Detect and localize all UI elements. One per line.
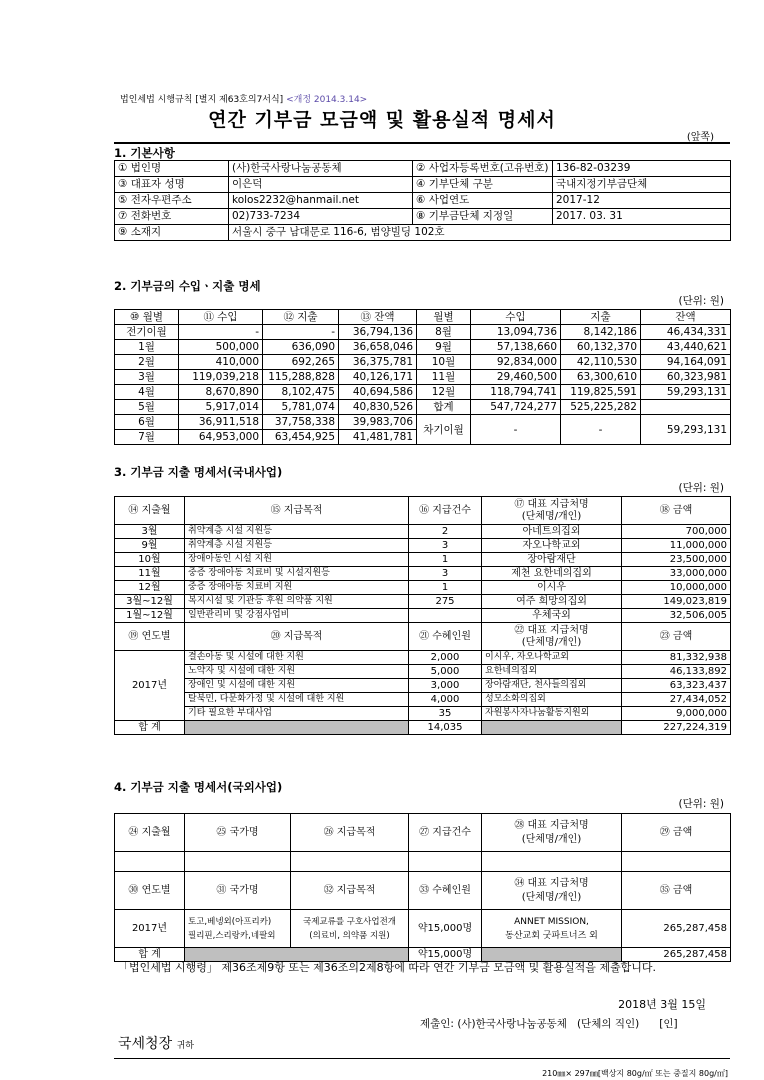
- table-cell: 37,758,338: [263, 415, 339, 430]
- section4-title: 4. 기부금 지출 명세서(국외사업): [114, 780, 283, 794]
- payee-cell-line2: 동산교회 굿파트너즈 외: [505, 930, 598, 941]
- purpose-cell: 기타 필요한 부대사업: [185, 707, 409, 721]
- domestic-expense-table: [114, 496, 731, 735]
- column-header: ㉕ 국가명: [185, 814, 291, 852]
- column-header: ㉗ 지급건수: [409, 814, 482, 852]
- table-cell: 36,911,518: [179, 415, 263, 430]
- expense-row: [115, 665, 731, 679]
- amount-cell: 81,332,938: [622, 651, 731, 665]
- amount-cell: 9,000,000: [622, 707, 731, 721]
- basic-info-row: [115, 209, 731, 225]
- payee-cell: 요한네의집외: [482, 665, 622, 679]
- payee-header: [482, 872, 622, 910]
- top-rule: [114, 142, 730, 144]
- month-cell: 9월: [115, 539, 185, 553]
- table-cell: 36,658,046: [339, 340, 417, 355]
- amount-cell: 700,000: [622, 525, 731, 539]
- table-cell: 6월: [115, 415, 179, 430]
- purpose-cell-line1: 국제교류를 구호사업전개: [302, 916, 397, 927]
- section2-title: [114, 278, 730, 294]
- table-cell: 29,460,500: [471, 370, 561, 385]
- month-row: [115, 340, 731, 355]
- table-cell: 40,830,526: [339, 400, 417, 415]
- purpose-cell: 노약자 및 시설에 대한 지원: [185, 665, 409, 679]
- empty-row: [115, 852, 731, 872]
- empty-cell: [291, 852, 409, 872]
- column-header: ⑭ 지출월: [115, 497, 185, 525]
- people-cell: 3,000: [409, 679, 482, 693]
- addressee-name: 국세청장: [118, 1036, 173, 1052]
- income-expense-table: [114, 309, 731, 445]
- payee-header: [482, 623, 622, 651]
- field-value: 이은덕: [229, 177, 413, 193]
- table-cell: 57,138,660: [471, 340, 561, 355]
- people-cell: 35: [409, 707, 482, 721]
- basic-info-table: [114, 160, 731, 241]
- section3-unit: (단위: 원): [678, 482, 724, 494]
- field-value: 136-82-03239: [553, 161, 731, 177]
- table-cell: 92,834,000: [471, 355, 561, 370]
- table-cell: 410,000: [179, 355, 263, 370]
- table-cell: 4월: [115, 385, 179, 400]
- count-cell: 1: [409, 581, 482, 595]
- amount-cell: 33,000,000: [622, 567, 731, 581]
- payee-header: [482, 814, 622, 852]
- purpose-cell: 장애인 및 시설에 대한 지원: [185, 679, 409, 693]
- table-cell: 합계: [417, 400, 471, 415]
- payee-cell: 장아람재단, 천사들의집외: [482, 679, 622, 693]
- header-row: [115, 623, 731, 651]
- overseas-expense-table: [114, 813, 731, 962]
- country-cell-line2: 필리핀,스리랑카,네팔외: [188, 930, 276, 941]
- table-cell: 64,953,000: [179, 430, 263, 445]
- payee-header-line1: ㉘ 대표 지급처명: [514, 819, 589, 831]
- field-value: 02)733-7234: [229, 209, 413, 225]
- purpose-cell: 중증 장애아동 치료비 지원: [185, 581, 409, 595]
- payee-header-line2: (단체명/개인): [521, 833, 582, 845]
- basic-info-row: [115, 161, 731, 177]
- column-header: 수입: [471, 310, 561, 325]
- field-value: 2017-12: [553, 193, 731, 209]
- column-header: ⑬ 잔액: [339, 310, 417, 325]
- header-row: [115, 497, 731, 525]
- submitter-line: [420, 1016, 678, 1031]
- amount-cell: 11,000,000: [622, 539, 731, 553]
- empty-cell: [409, 852, 482, 872]
- amount-cell: 32,506,005: [622, 609, 731, 623]
- table-cell: 41,481,781: [339, 430, 417, 445]
- month-cell: 3월: [115, 525, 185, 539]
- column-header: ㉚ 연도별: [115, 872, 185, 910]
- table-cell: 2월: [115, 355, 179, 370]
- table-cell: 636,090: [263, 340, 339, 355]
- column-header: ㉓ 금액: [622, 623, 731, 651]
- header-row: [115, 872, 731, 910]
- carry-income: -: [471, 415, 561, 445]
- total-people: 14,035: [409, 721, 482, 735]
- field-label: ⑨ 소재지: [115, 225, 229, 241]
- expense-row: [115, 693, 731, 707]
- month-cell: 12월: [115, 581, 185, 595]
- payee-header: [482, 497, 622, 525]
- field-label: ⑦ 전화번호: [115, 209, 229, 225]
- submitter-label: 제출인:: [420, 1018, 454, 1030]
- month-row: [115, 370, 731, 385]
- table-cell: 5,781,074: [263, 400, 339, 415]
- front-side-label: (앞쪽): [686, 132, 714, 143]
- people-cell: 4,000: [409, 693, 482, 707]
- purpose-cell: 취약계층 시설 지원등: [185, 525, 409, 539]
- table-cell: 59,293,131: [641, 385, 731, 400]
- payee-cell-line1: ANNET MISSION,: [514, 916, 589, 927]
- carry-expense: -: [561, 415, 641, 445]
- year-cell: 2017년: [115, 910, 185, 948]
- column-header: ㉛ 국가명: [185, 872, 291, 910]
- payee-cell: 자원봉사자나눔활동지원외: [482, 707, 622, 721]
- amount-cell: 23,500,000: [622, 553, 731, 567]
- basic-info-row: [115, 193, 731, 209]
- amount-cell: 265,287,458: [622, 910, 731, 948]
- empty-cell: [185, 852, 291, 872]
- count-cell: 3: [409, 567, 482, 581]
- expense-row: [115, 581, 731, 595]
- field-value: (사)한국사랑나눔공동체: [229, 161, 413, 177]
- table-cell: 119,825,591: [561, 385, 641, 400]
- count-cell: 2: [409, 525, 482, 539]
- field-label: ③ 대표자 성명: [115, 177, 229, 193]
- purpose-cell: 장애아동인 시설 지원: [185, 553, 409, 567]
- table-cell: 692,265: [263, 355, 339, 370]
- month-row: [115, 415, 731, 430]
- amount-cell: 46,133,892: [622, 665, 731, 679]
- field-label: ① 법인명: [115, 161, 229, 177]
- table-cell: 8월: [417, 325, 471, 340]
- column-header: ㉝ 수혜인원: [409, 872, 482, 910]
- year-cell: 2017년: [115, 651, 185, 721]
- month-cell: 10월: [115, 553, 185, 567]
- payee-cell: 성모소화의집외: [482, 693, 622, 707]
- table-cell: 119,039,218: [179, 370, 263, 385]
- payee-header-line2: (단체명/개인): [521, 510, 582, 522]
- payee-cell: 장아람재단: [482, 553, 622, 567]
- count-cell: 3: [409, 539, 482, 553]
- total-label: 합 계: [115, 948, 185, 962]
- payee-cell: 이시우: [482, 581, 622, 595]
- header-row: [115, 310, 731, 325]
- table-cell: 43,440,621: [641, 340, 731, 355]
- table-cell: 10월: [417, 355, 471, 370]
- addressee: [118, 1033, 194, 1053]
- address-value: 서울시 중구 남대문로 116-6, 범양빌딩 102호: [229, 225, 731, 241]
- table-cell: -: [263, 325, 339, 340]
- field-value: kolos2232@hanmail.net: [229, 193, 413, 209]
- column-header: ㉖ 지급목적: [291, 814, 409, 852]
- purpose-cell: 탈북민, 다문화가정 및 시설에 대한 지원: [185, 693, 409, 707]
- table-cell: 11월: [417, 370, 471, 385]
- payee-cell: 이시우, 자오나학교외: [482, 651, 622, 665]
- purpose-cell: 중증 장애아동 치료비 및 시설지원등: [185, 567, 409, 581]
- country-cell-line1: 토고,베넹외(아프리카): [188, 916, 272, 927]
- total-amount: 227,224,319: [622, 721, 731, 735]
- field-value: 2017. 03. 31: [553, 209, 731, 225]
- expense-row: [115, 679, 731, 693]
- amount-cell: 10,000,000: [622, 581, 731, 595]
- payee-header-line1: ㉞ 대표 지급처명: [514, 877, 589, 889]
- expense-row: [115, 609, 731, 623]
- revision-text: <개정 2014.3.14>: [286, 95, 368, 105]
- empty-cell: [115, 852, 185, 872]
- table-cell: 46,434,331: [641, 325, 731, 340]
- column-header: ⑮ 지급목적: [185, 497, 409, 525]
- field-label: ⑥ 사업연도: [413, 193, 553, 209]
- payee-cell: 여주 희망의집외: [482, 595, 622, 609]
- total-people: 약15,000명: [409, 948, 482, 962]
- empty-cell: [622, 852, 731, 872]
- column-header: ㉔ 지출월: [115, 814, 185, 852]
- column-header: ㉙ 금액: [622, 814, 731, 852]
- paper-spec: 210㎜× 297㎜[백상지 80g/㎡ 또는 중질지 80g/㎡]: [542, 1069, 728, 1078]
- amount-cell: 149,023,819: [622, 595, 731, 609]
- submission-date: 2018년 3월 15일: [618, 998, 706, 1011]
- column-header: ⑱ 금액: [622, 497, 731, 525]
- submitter-name: (사)한국사랑나눔공동체: [457, 1018, 567, 1030]
- law-ref-text: 법인세법 시행규칙 [별지 제63호의7서식]: [120, 95, 284, 105]
- section2-unit: (단위: 원): [678, 295, 724, 307]
- payee-header-line1: ⑰ 대표 지급처명: [514, 498, 589, 510]
- column-header: 잔액: [641, 310, 731, 325]
- table-cell: 3월: [115, 370, 179, 385]
- section4-unit: (단위: 원): [678, 798, 724, 810]
- table-cell: -: [179, 325, 263, 340]
- law-reference: [120, 92, 367, 105]
- column-header: ⑯ 지급건수: [409, 497, 482, 525]
- header-row: [115, 814, 731, 852]
- carry-balance: 59,293,131: [641, 415, 731, 445]
- column-header: ⑫ 지출: [263, 310, 339, 325]
- purpose-cell-line2: (의료비, 의약품 지원): [309, 930, 390, 941]
- expense-row: [115, 553, 731, 567]
- table-cell: 115,288,828: [263, 370, 339, 385]
- seal-mark: [인]: [659, 1018, 678, 1030]
- overseas-row: [115, 910, 731, 948]
- seal-note: (단체의 직인): [576, 1018, 640, 1030]
- table-cell: 5월: [115, 400, 179, 415]
- payee-cell: 우체국외: [482, 609, 622, 623]
- column-header: 월별: [417, 310, 471, 325]
- table-cell: 60,323,981: [641, 370, 731, 385]
- purpose-cell: 취약계층 시설 지원등: [185, 539, 409, 553]
- people-cell: 5,000: [409, 665, 482, 679]
- expense-row: [115, 525, 731, 539]
- table-cell: 5,917,014: [179, 400, 263, 415]
- month-row: [115, 355, 731, 370]
- amount-cell: 27,434,052: [622, 693, 731, 707]
- table-cell: 40,126,171: [339, 370, 417, 385]
- column-header: 지출: [561, 310, 641, 325]
- shaded-cell: [185, 721, 409, 735]
- field-value: 국내지정기부금단체: [553, 177, 731, 193]
- table-cell: 547,724,277: [471, 400, 561, 415]
- table-cell: 118,794,741: [471, 385, 561, 400]
- expense-row: [115, 707, 731, 721]
- basic-info-row: [115, 177, 731, 193]
- table-cell: 63,300,610: [561, 370, 641, 385]
- table-cell: 8,142,186: [561, 325, 641, 340]
- column-header: ㉜ 지급목적: [291, 872, 409, 910]
- table-cell: 13,094,736: [471, 325, 561, 340]
- bottom-rule: [114, 1058, 730, 1059]
- table-cell: 7월: [115, 430, 179, 445]
- table-cell: 36,794,136: [339, 325, 417, 340]
- column-header: ㉑ 수혜인원: [409, 623, 482, 651]
- people-cell: 약15,000명: [409, 910, 482, 948]
- payee-header-line2: (단체명/개인): [521, 636, 582, 648]
- month-cell: 1월~12월: [115, 609, 185, 623]
- table-cell: 8,670,890: [179, 385, 263, 400]
- purpose-cell: [291, 910, 409, 948]
- table-cell: 전기이월: [115, 325, 179, 340]
- purpose-cell: 결손아동 및 시설에 대한 지원: [185, 651, 409, 665]
- total-label: 합 계: [115, 721, 185, 735]
- expense-row: [115, 651, 731, 665]
- month-row: [115, 400, 731, 415]
- payee-cell: 제천 요한네의집외: [482, 567, 622, 581]
- table-cell: 525,225,282: [561, 400, 641, 415]
- expense-row: [115, 595, 731, 609]
- column-header: ⑪ 수입: [179, 310, 263, 325]
- table-cell: 500,000: [179, 340, 263, 355]
- expense-row: [115, 539, 731, 553]
- field-label: ④ 기부단체 구분: [413, 177, 553, 193]
- total-amount: 265,287,458: [622, 948, 731, 962]
- payee-cell: 자오나학교외: [482, 539, 622, 553]
- field-label: ② 사업자등록번호(고유번호): [413, 161, 553, 177]
- table-cell: [641, 400, 731, 415]
- table-cell: 40,694,586: [339, 385, 417, 400]
- section3-title: 3. 기부금 지출 명세서(국내사업): [114, 465, 283, 479]
- expense-row: [115, 567, 731, 581]
- month-cell: 3월~12월: [115, 595, 185, 609]
- purpose-cell: 일반관리비 및 강점사업비: [185, 609, 409, 623]
- payee-cell: 아네트의집외: [482, 525, 622, 539]
- table-cell: 39,983,706: [339, 415, 417, 430]
- form-title: 연간 기부금 모금액 및 활용실적 명세서: [208, 109, 556, 131]
- shaded-cell: [482, 721, 622, 735]
- table-cell: 8,102,475: [263, 385, 339, 400]
- payee-header-line2: (단체명/개인): [521, 891, 582, 903]
- total-row: [115, 721, 731, 735]
- amount-cell: 63,323,437: [622, 679, 731, 693]
- month-row: [115, 325, 731, 340]
- people-cell: 2,000: [409, 651, 482, 665]
- column-header: ⑳ 지급목적: [185, 623, 409, 651]
- count-cell: 1: [409, 553, 482, 567]
- table-cell: 1월: [115, 340, 179, 355]
- purpose-cell: 복지시설 및 기관등 후원 의약품 지원: [185, 595, 409, 609]
- section2-title-text: 2. 기부금의 수입ㆍ지출 명세: [114, 279, 261, 293]
- table-cell: 63,454,925: [263, 430, 339, 445]
- section1-title: 1. 기본사항: [114, 146, 175, 160]
- table-cell: 42,110,530: [561, 355, 641, 370]
- month-cell: 11월: [115, 567, 185, 581]
- column-header: ⑲ 연도별: [115, 623, 185, 651]
- field-label: ⑧ 기부금단체 지정일: [413, 209, 553, 225]
- carry-label: 차기이월: [417, 415, 471, 445]
- empty-cell: [482, 852, 622, 872]
- column-header: ㉟ 금액: [622, 872, 731, 910]
- submission-statement: 「법인세법 시행령」 제36조제9항 또는 제36조의2제8항에 따라 연간 기부금 모금액 및 활용실적을 제출합니다.: [118, 961, 656, 974]
- addressee-honorific: 귀하: [176, 1041, 194, 1051]
- table-cell: 12월: [417, 385, 471, 400]
- count-cell: 275: [409, 595, 482, 609]
- table-cell: 60,132,370: [561, 340, 641, 355]
- field-label: ⑤ 전자우편주소: [115, 193, 229, 209]
- table-cell: 36,375,781: [339, 355, 417, 370]
- table-cell: 9월: [417, 340, 471, 355]
- month-row: [115, 385, 731, 400]
- address-row: [115, 225, 731, 241]
- country-cell: [185, 910, 291, 948]
- count-cell: [409, 609, 482, 623]
- column-header: ⑩ 월별: [115, 310, 179, 325]
- payee-header-line1: ㉒ 대표 지급처명: [514, 624, 589, 636]
- table-cell: 94,164,091: [641, 355, 731, 370]
- payee-cell: [482, 910, 622, 948]
